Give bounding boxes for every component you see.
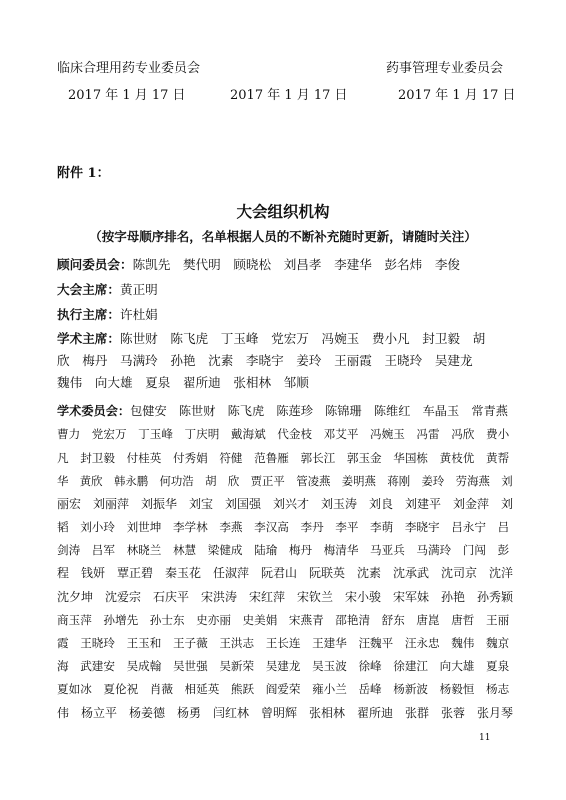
- academic-committee-label: 学术委员会：: [57, 404, 131, 418]
- exec-chair-names: 许杜娟: [119, 307, 158, 322]
- academic-committee-names: 包健安 陈世财 陈飞虎 陈莲珍 陈锦珊 陈维红 车晶玉 常青燕: [130, 404, 508, 418]
- academic-committee-line: 伟 杨立平 杨姜德 杨勇 闫红林 曾明辉 张相林 翟所迪 张群 张蓉 张月琴: [57, 706, 514, 720]
- right-organization: 药事管理专业委员会: [386, 61, 504, 76]
- advisors-names: 陈凯先 樊代明 顾晓松 刘昌孝 李建华 彭名炜 李俊: [132, 257, 460, 272]
- academic-committee-line: 沈夕坤 沈爱宗 石庆平 宋洪涛 宋红萍 宋钦兰 宋小骏 宋军妹 孙艳 孙秀颖: [57, 590, 514, 604]
- academic-committee-line: 剑涛 吕军 林晓兰 林慧 梁健成 陆瑜 梅丹 梅清华 马亚兵 马满玲 门闯 彭: [57, 543, 510, 557]
- academic-committee-line: 丽宏 刘丽萍 刘振华 刘宝 刘国强 刘兴才 刘玉涛 刘良 刘建平 刘金萍 刘: [57, 497, 514, 511]
- chair-label: 大会主席：: [57, 282, 120, 297]
- academic-committee-line: 华 黄欣 韩永鹏 何功浩 胡 欣 贾正平 管凌燕 姜明燕 蒋刚 姜玲 劳海燕 刘: [57, 474, 513, 488]
- ordering-note: （按字母顺序排名，名单根据人员的不断补充随时更新，请随时关注）: [89, 229, 477, 244]
- date-middle: 2017 年 1 月 17 日: [230, 88, 348, 103]
- academic-chairs-label: 学术主席：: [57, 331, 120, 346]
- academic-committee-line: 海 武建安 吴成翰 吴世强 吴新荣 吴建龙 吴玉波 徐峰 徐建江 向大雄 夏泉: [57, 659, 510, 673]
- academic-committee-line: 曹力 党宏万 丁玉峰 丁庆明 戴海斌 代金枝 邓艾平 冯婉玉 冯雷 冯欣 费小: [57, 427, 510, 441]
- academic-committee-line: 凡 封卫毅 付桂英 付秀娟 符健 范鲁雁 郭长江 郭玉金 华国栋 黄枝优 黄帮: [57, 451, 510, 465]
- attachment-label: 附件 1：: [57, 166, 110, 181]
- academic-chairs-line: 魏伟 向大雄 夏泉 翟所迪 张相林 邹顺: [57, 375, 309, 390]
- chair-row: [57, 281, 514, 299]
- academic-chairs-line: 欣 梅丹 马满玲 孙艳 沈素 李晓宇 姜玲 王丽霞 王晓玲 吴建龙: [57, 353, 473, 368]
- page-number: 11: [479, 733, 491, 743]
- academic-committee-line: 夏如冰 夏伦祝 肖薇 相延英 熊跃 阎爱荣 雍小兰 岳峰 杨新波 杨毅恒 杨志: [57, 682, 510, 696]
- date-right: 2017 年 1 月 17 日: [398, 88, 516, 103]
- academic-committee-line: 霞 王晓玲 王玉和 王子薇 王洪志 王长连 王建华 汪魏平 汪永忠 魏伟 魏京: [57, 636, 510, 650]
- academic-chairs-names: 陈世财 陈飞虎 丁玉峰 党宏万 冯婉玉 费小凡 封卫毅 胡: [119, 331, 486, 346]
- academic-committee-line: 商玉萍 孙增先 孙士东 史亦丽 史美娟 宋燕青 邵艳清 舒东 唐崑 唐哲 王丽: [57, 613, 510, 627]
- academic-committee-line: 程 钱妍 覃正碧 秦玉花 任淑萍 阮君山 阮联英 沈素 沈承武 沈司京 沈洋: [57, 566, 514, 580]
- page-title: 大会组织机构: [236, 202, 330, 221]
- academic-committee-line: [57, 402, 514, 420]
- advisors-label: 顾问委员会：: [57, 257, 133, 272]
- date-left: 2017 年 1 月 17 日: [68, 88, 186, 103]
- chair-names: 黄正明: [119, 282, 158, 297]
- exec-chair-row: [57, 306, 514, 324]
- advisors-row: [57, 256, 514, 274]
- left-organization: 临床合理用药专业委员会: [57, 61, 201, 76]
- academic-committee-line: 韬 刘小玲 刘世坤 李学林 李燕 李汉高 李丹 李平 李萌 李晓宇 吕永宁 吕: [57, 520, 510, 534]
- academic-chairs-line: [57, 330, 514, 348]
- exec-chair-label: 执行主席：: [57, 307, 120, 322]
